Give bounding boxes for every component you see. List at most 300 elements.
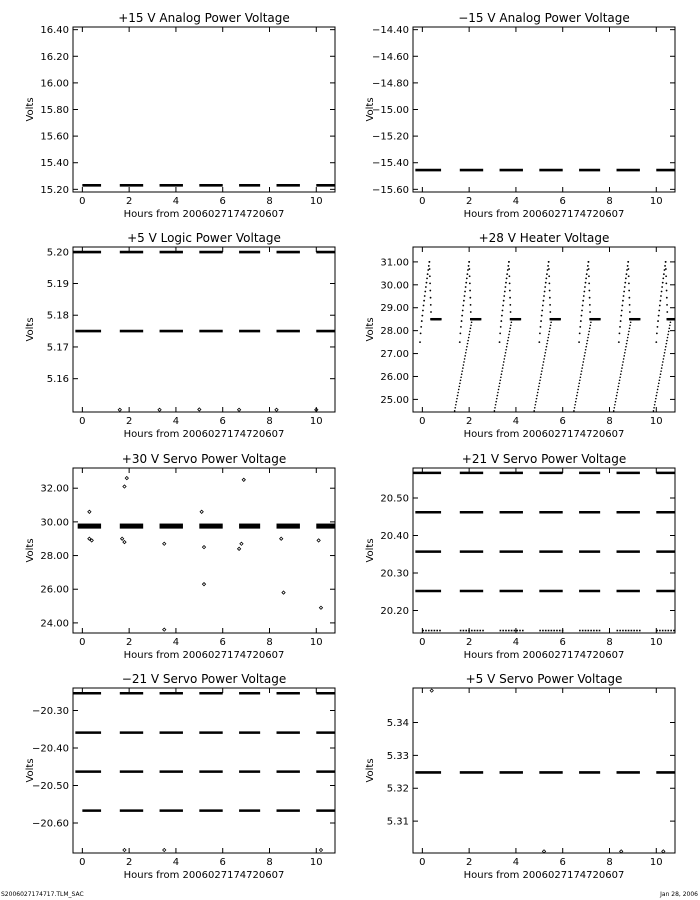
data-point xyxy=(158,408,161,411)
x-tick-label: 4 xyxy=(172,637,180,648)
data-point xyxy=(666,304,668,306)
data-point xyxy=(469,297,471,299)
data-point xyxy=(537,392,539,394)
data-point xyxy=(657,386,659,388)
data-point xyxy=(506,346,508,348)
y-tick-label: 5.16 xyxy=(46,374,69,386)
data-point xyxy=(658,310,660,312)
data-point xyxy=(692,401,694,403)
data-band xyxy=(120,524,143,529)
data-point xyxy=(666,343,668,345)
data-point xyxy=(510,311,512,313)
data-point xyxy=(545,282,547,284)
data-point xyxy=(626,340,628,342)
data-point xyxy=(575,398,577,400)
data-point xyxy=(624,282,626,284)
y-axis-label: Volts xyxy=(25,758,36,783)
data-point xyxy=(536,398,538,400)
y-tick-label: 16.00 xyxy=(40,78,69,90)
y-tick-label: 32.00 xyxy=(40,483,69,495)
data-point xyxy=(662,850,665,853)
data-point xyxy=(467,340,469,342)
data-point xyxy=(469,275,471,277)
data-point xyxy=(545,277,547,279)
chart-title: −15 V Analog Power Voltage xyxy=(458,11,630,25)
data-point xyxy=(667,337,669,339)
data-point xyxy=(123,485,126,488)
data-dot xyxy=(596,630,598,632)
y-tick-label: 16.20 xyxy=(40,51,69,63)
data-dot xyxy=(636,630,638,632)
data-point xyxy=(317,539,320,542)
data-point xyxy=(692,398,694,400)
plot-frame xyxy=(73,468,335,633)
data-point xyxy=(419,341,421,343)
data-point xyxy=(664,265,666,267)
data-point xyxy=(163,542,166,545)
data-point xyxy=(463,364,465,366)
data-point xyxy=(509,297,511,299)
data-point xyxy=(282,591,285,594)
data-point xyxy=(421,315,423,317)
data-point xyxy=(538,341,540,343)
y-tick-label: 5.31 xyxy=(386,816,409,828)
data-point xyxy=(499,341,501,343)
data-point xyxy=(507,265,509,267)
data-point xyxy=(543,300,545,302)
data-dot xyxy=(668,630,670,632)
x-tick-label: 6 xyxy=(219,196,226,207)
data-point xyxy=(578,383,580,385)
data-point xyxy=(623,355,625,357)
data-point xyxy=(510,324,512,326)
x-tick-label: 0 xyxy=(79,416,86,427)
x-tick-label: 8 xyxy=(266,857,273,868)
data-point xyxy=(466,273,468,275)
chart-panel-8 xyxy=(365,672,675,881)
x-tick-label: 10 xyxy=(649,857,663,868)
data-point xyxy=(628,331,630,333)
data-point xyxy=(497,395,499,397)
data-dot xyxy=(556,630,558,632)
data-point xyxy=(549,331,551,333)
y-tick-label: 24.00 xyxy=(40,618,69,630)
data-dot xyxy=(662,630,664,632)
data-point xyxy=(663,358,665,360)
data-point xyxy=(691,404,693,406)
data-point xyxy=(430,311,432,313)
data-point xyxy=(500,376,502,378)
x-tick-label: 10 xyxy=(649,196,663,207)
data-point xyxy=(469,290,471,292)
data-dot xyxy=(511,630,513,632)
data-point xyxy=(622,361,624,363)
data-point xyxy=(585,277,587,279)
data-dot xyxy=(428,630,430,632)
footer-filename: S2006027174717.TLM_SAC xyxy=(1,891,84,898)
data-point xyxy=(535,404,537,406)
data-point xyxy=(587,265,589,267)
x-tick-label: 2 xyxy=(465,196,473,207)
y-tick-label: −20.60 xyxy=(31,818,69,830)
data-point xyxy=(508,334,510,336)
data-dot xyxy=(471,630,473,632)
x-tick-label: 10 xyxy=(649,416,663,427)
data-point xyxy=(550,324,552,326)
data-point xyxy=(583,358,585,360)
data-point xyxy=(549,297,551,299)
data-point xyxy=(620,850,623,853)
data-point xyxy=(621,310,623,312)
data-point xyxy=(503,300,505,302)
data-point xyxy=(547,340,549,342)
data-point xyxy=(625,277,627,279)
plot-area xyxy=(73,693,335,851)
data-point xyxy=(505,286,507,288)
data-point xyxy=(459,332,461,334)
y-tick-label: −20.50 xyxy=(31,781,69,792)
data-point xyxy=(470,304,472,306)
data-point xyxy=(624,352,626,354)
data-point xyxy=(463,300,465,302)
data-point xyxy=(509,328,511,330)
data-point xyxy=(509,304,511,306)
data-point xyxy=(504,291,506,293)
data-point xyxy=(430,689,433,692)
data-point xyxy=(460,326,462,328)
data-point xyxy=(460,379,462,381)
y-tick-label: 15.60 xyxy=(40,131,69,143)
data-point xyxy=(663,273,665,275)
data-point xyxy=(618,383,620,385)
data-dot xyxy=(500,630,502,632)
data-point xyxy=(629,304,631,306)
data-point xyxy=(501,373,503,375)
data-point xyxy=(499,379,501,381)
data-point xyxy=(657,320,659,322)
data-point xyxy=(655,341,657,343)
data-point xyxy=(581,310,583,312)
data-point xyxy=(468,261,470,263)
data-dot xyxy=(670,630,672,632)
data-point xyxy=(586,343,588,345)
data-point xyxy=(466,346,468,348)
data-dot xyxy=(617,630,619,632)
data-point xyxy=(625,349,627,351)
x-tick-label: 10 xyxy=(309,416,323,427)
data-point xyxy=(619,376,621,378)
plot-frame xyxy=(413,247,675,412)
data-point xyxy=(544,286,546,288)
y-tick-label: −20.30 xyxy=(31,706,69,717)
chart-title: +30 V Servo Power Voltage xyxy=(121,452,287,466)
data-point xyxy=(539,379,541,381)
data-point xyxy=(582,364,584,366)
x-axis-label: Hours from 2006027174720607 xyxy=(463,870,625,881)
y-tick-label: 29.00 xyxy=(380,303,409,315)
data-point xyxy=(628,334,630,336)
data-point xyxy=(464,358,466,360)
data-point xyxy=(240,542,243,545)
data-point xyxy=(464,355,466,357)
chart-panel-2 xyxy=(365,11,675,220)
data-point xyxy=(543,361,545,363)
x-tick-label: 8 xyxy=(606,637,613,648)
data-point xyxy=(547,265,549,267)
data-point xyxy=(424,291,426,293)
data-point xyxy=(200,510,203,513)
data-point xyxy=(88,510,91,513)
data-point xyxy=(550,321,552,323)
chart-title: +21 V Servo Power Voltage xyxy=(461,452,627,466)
data-point xyxy=(533,410,535,412)
x-axis-label: Hours from 2006027174720607 xyxy=(123,650,285,661)
data-point xyxy=(588,334,590,336)
data-point xyxy=(623,295,625,297)
data-point xyxy=(578,386,580,388)
y-tick-label: −15.20 xyxy=(371,131,409,143)
data-point xyxy=(540,376,542,378)
data-dot xyxy=(502,630,504,632)
x-tick-label: 2 xyxy=(125,416,133,427)
data-point xyxy=(508,337,510,339)
data-point xyxy=(502,367,504,369)
y-tick-label: 28.00 xyxy=(380,326,409,338)
data-point xyxy=(559,318,561,320)
data-point xyxy=(585,282,587,284)
data-point xyxy=(697,376,699,378)
data-point xyxy=(497,392,499,394)
data-point xyxy=(542,305,544,307)
data-point xyxy=(456,398,458,400)
x-tick-label: 6 xyxy=(559,196,566,207)
data-point xyxy=(577,392,579,394)
data-point xyxy=(590,321,592,323)
y-tick-label: 27.00 xyxy=(380,349,409,361)
data-dot xyxy=(522,630,524,632)
data-point xyxy=(574,404,576,406)
data-point xyxy=(623,291,625,293)
data-point xyxy=(661,286,663,288)
data-dot xyxy=(436,630,438,632)
data-point xyxy=(458,389,460,391)
x-tick-label: 0 xyxy=(79,637,86,648)
data-point xyxy=(575,401,577,403)
data-point xyxy=(668,331,670,333)
data-point xyxy=(619,326,621,328)
plot-area xyxy=(73,252,335,411)
x-axis-label: Hours from 2006027174720607 xyxy=(463,209,625,220)
data-dot xyxy=(590,630,592,632)
y-tick-label: −14.80 xyxy=(371,78,409,90)
y-tick-label: 15.80 xyxy=(40,105,69,116)
data-point xyxy=(479,318,481,320)
data-point xyxy=(661,291,663,293)
data-point xyxy=(465,352,467,354)
data-point xyxy=(630,321,632,323)
x-tick-label: 2 xyxy=(125,196,133,207)
data-dot xyxy=(434,630,436,632)
data-point xyxy=(583,361,585,363)
data-dot xyxy=(508,630,510,632)
data-point xyxy=(661,364,663,366)
data-point xyxy=(540,320,542,322)
data-point xyxy=(627,265,629,267)
chart-panel-6 xyxy=(365,452,675,661)
data-point xyxy=(668,328,670,330)
data-point xyxy=(658,315,660,317)
data-point xyxy=(541,310,543,312)
data-point xyxy=(661,367,663,369)
y-axis-label: Volts xyxy=(365,538,376,563)
data-point xyxy=(499,383,501,385)
data-point xyxy=(424,295,426,297)
data-point xyxy=(508,261,510,263)
data-point xyxy=(470,324,472,326)
data-point xyxy=(549,328,551,330)
data-point xyxy=(618,341,620,343)
x-tick-label: 0 xyxy=(79,196,86,207)
y-tick-label: 5.20 xyxy=(46,247,69,259)
data-point xyxy=(694,389,696,391)
data-point xyxy=(542,850,545,853)
data-point xyxy=(549,304,551,306)
data-point xyxy=(428,261,430,263)
plot-frame xyxy=(413,688,675,853)
data-point xyxy=(615,398,617,400)
data-point xyxy=(585,349,587,351)
data-point xyxy=(202,583,205,586)
x-tick-label: 8 xyxy=(606,196,613,207)
data-point xyxy=(121,537,124,540)
y-tick-label: −20.40 xyxy=(31,743,69,755)
data-point xyxy=(656,395,658,397)
plot-frame xyxy=(73,27,335,192)
data-point xyxy=(462,305,464,307)
data-point xyxy=(505,282,507,284)
data-point xyxy=(508,275,510,277)
data-point xyxy=(588,275,590,277)
data-point xyxy=(198,408,201,411)
data-point xyxy=(665,275,667,277)
data-point xyxy=(503,361,505,363)
data-point xyxy=(616,392,618,394)
data-point xyxy=(429,282,431,284)
data-point xyxy=(495,404,497,406)
data-point xyxy=(541,370,543,372)
data-point xyxy=(500,320,502,322)
data-point xyxy=(620,315,622,317)
x-tick-label: 4 xyxy=(172,196,180,207)
data-point xyxy=(658,383,660,385)
data-point xyxy=(465,286,467,288)
data-point xyxy=(420,332,422,334)
data-point xyxy=(622,364,624,366)
data-point xyxy=(548,275,550,277)
data-point xyxy=(669,324,671,326)
data-point xyxy=(429,268,431,270)
data-point xyxy=(508,268,510,270)
data-point xyxy=(548,261,550,263)
data-point xyxy=(541,315,543,317)
data-point xyxy=(280,537,283,540)
data-point xyxy=(655,398,657,400)
data-point xyxy=(454,410,456,412)
data-point xyxy=(546,343,548,345)
x-tick-label: 6 xyxy=(559,857,566,868)
data-point xyxy=(695,386,697,388)
data-point xyxy=(163,628,166,631)
data-point xyxy=(123,540,126,543)
data-point xyxy=(577,389,579,391)
plot-area xyxy=(419,261,700,412)
data-dot xyxy=(619,630,621,632)
chart-title: +5 V Logic Power Voltage xyxy=(127,231,281,245)
x-tick-label: 4 xyxy=(512,196,520,207)
data-dot xyxy=(628,630,630,632)
x-tick-label: 4 xyxy=(512,637,520,648)
data-point xyxy=(579,332,581,334)
data-point xyxy=(540,326,542,328)
y-tick-label: 15.40 xyxy=(40,158,69,170)
data-point xyxy=(502,310,504,312)
data-point xyxy=(421,320,423,322)
data-point xyxy=(123,848,126,851)
chart-panel-7 xyxy=(25,672,335,881)
x-tick-label: 8 xyxy=(266,196,273,207)
x-axis-label: Hours from 2006027174720607 xyxy=(463,429,625,440)
data-point xyxy=(471,321,473,323)
data-point xyxy=(542,364,544,366)
chart-title: +5 V Servo Power Voltage xyxy=(465,672,623,686)
data-point xyxy=(654,401,656,403)
y-tick-label: 20.50 xyxy=(380,493,409,505)
data-point xyxy=(545,349,547,351)
data-dot xyxy=(548,630,550,632)
data-point xyxy=(589,311,591,313)
data-point xyxy=(621,370,623,372)
data-point xyxy=(319,848,322,851)
data-point xyxy=(619,379,621,381)
plot-frame xyxy=(73,247,335,412)
data-point xyxy=(623,358,625,360)
data-point xyxy=(544,355,546,357)
data-point xyxy=(420,326,422,328)
data-point xyxy=(615,401,617,403)
data-dot xyxy=(474,630,476,632)
chart-panel-5 xyxy=(25,452,335,661)
data-point xyxy=(670,321,672,323)
data-point xyxy=(616,395,618,397)
data-point xyxy=(590,324,592,326)
data-point xyxy=(464,291,466,293)
data-point xyxy=(666,340,668,342)
data-point xyxy=(468,268,470,270)
data-point xyxy=(430,304,432,306)
x-tick-label: 10 xyxy=(309,857,323,868)
data-point xyxy=(628,282,630,284)
plot-area xyxy=(78,477,335,632)
x-tick-label: 8 xyxy=(606,857,613,868)
data-point xyxy=(425,286,427,288)
y-tick-label: 26.00 xyxy=(380,371,409,383)
data-point xyxy=(540,373,542,375)
data-dot xyxy=(542,630,544,632)
x-tick-label: 2 xyxy=(125,637,133,648)
x-tick-label: 0 xyxy=(419,857,426,868)
data-point xyxy=(430,297,432,299)
data-point xyxy=(629,324,631,326)
